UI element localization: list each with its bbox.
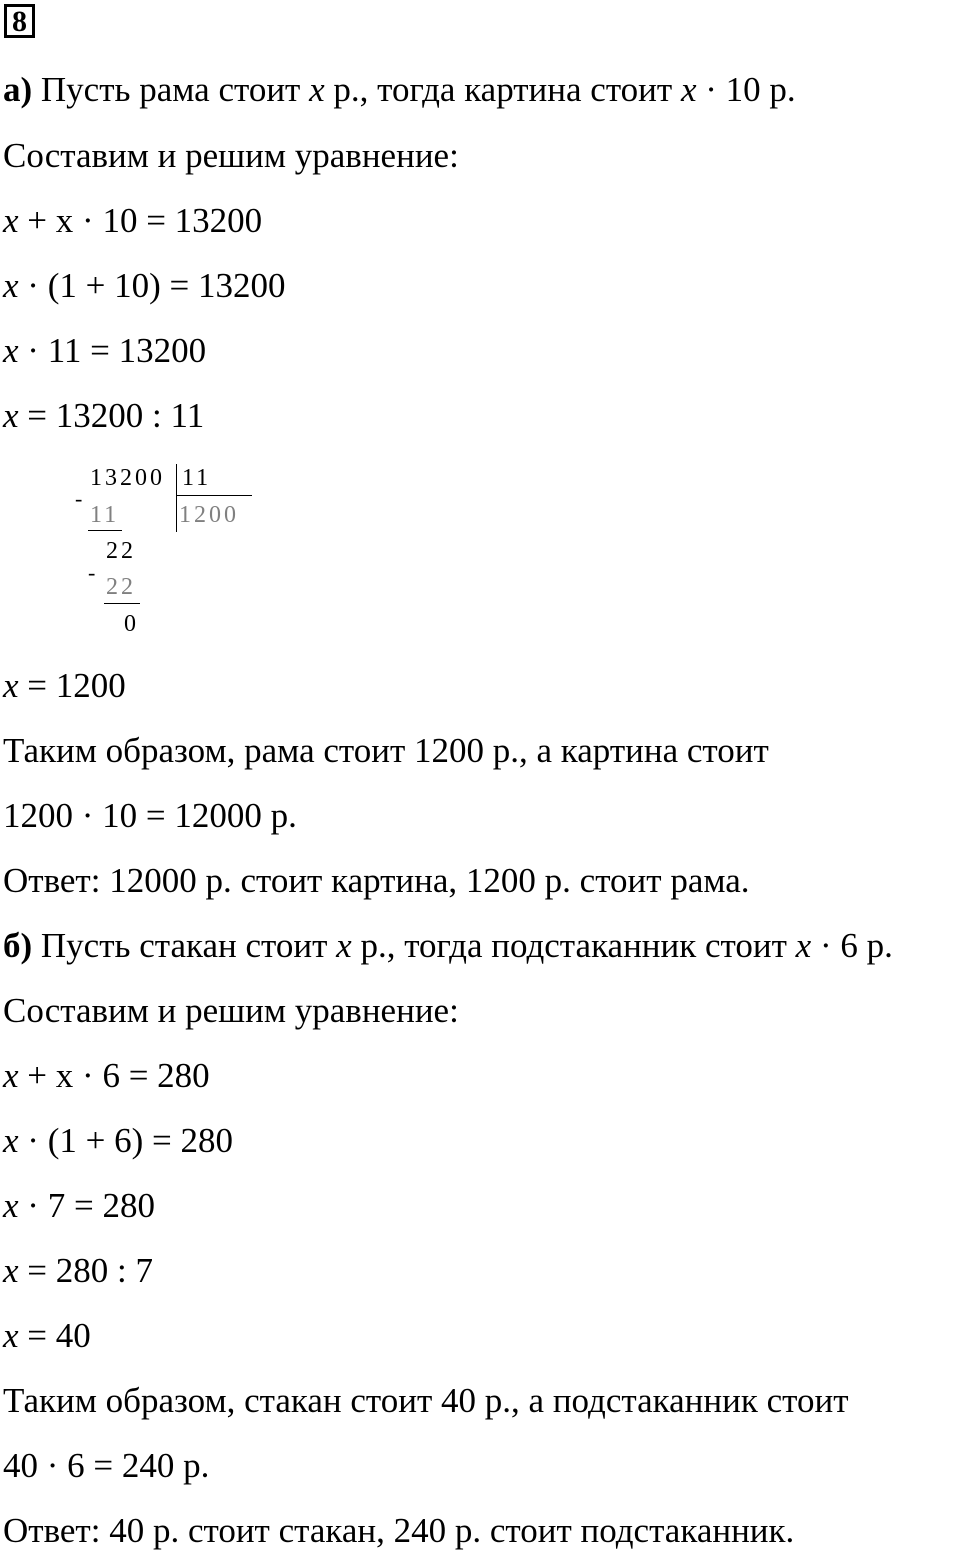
part-a-equation-4	[3, 396, 204, 436]
part-a-intro-text-1: Пусть рама стоит	[32, 70, 310, 109]
equation-text: + x · 10 = 13200	[18, 201, 263, 240]
part-b-conclusion-1: Таким образом, стакан стоит 40 р., а подстаканник стоит	[3, 1381, 849, 1420]
part-b-intro-text-3: · 6 р.	[811, 926, 893, 965]
part-a-intro	[3, 70, 796, 110]
part-b-intro	[3, 926, 893, 966]
long-division	[70, 460, 270, 645]
variable-x: x	[680, 70, 697, 109]
equation-text: = 13200 : 11	[18, 396, 205, 435]
equation-text: · 7 = 280	[18, 1186, 155, 1225]
part-a-intro-text-2: р., тогда картина стоит	[324, 70, 681, 109]
variable-x: x	[3, 1186, 19, 1225]
part-a-conclusion-1: Таким образом, рама стоит 1200 р., а картина стоит	[3, 731, 769, 770]
part-a-equation-3	[3, 331, 206, 371]
equation-text: + x · 6 = 280	[18, 1056, 210, 1095]
variable-x: x	[336, 926, 352, 965]
equation-text: = 1200	[18, 666, 126, 705]
division-underline-2	[104, 603, 140, 604]
part-b-setup: Составим и решим уравнение:	[3, 991, 459, 1030]
division-remainder-step: 22	[106, 538, 136, 564]
part-a-equation-1	[3, 201, 262, 241]
task-number-badge: 8	[4, 4, 35, 38]
division-final-remainder: 0	[124, 611, 139, 637]
part-a-marker: а)	[3, 70, 33, 109]
part-b-equation-5	[3, 1316, 91, 1356]
variable-x: x	[3, 666, 19, 705]
variable-x: x	[3, 1316, 19, 1355]
part-a-setup: Составим и решим уравнение:	[3, 136, 459, 175]
part-b-equation-1	[3, 1056, 210, 1096]
minus-sign: -	[75, 486, 86, 511]
variable-x: x	[3, 331, 19, 370]
division-quotient-bar	[176, 495, 252, 496]
variable-x: x	[3, 1121, 19, 1160]
part-a-conclusion-2: 1200 · 10 = 12000 р.	[3, 796, 297, 835]
part-b-equation-4	[3, 1251, 153, 1291]
equation-text: = 40	[18, 1316, 91, 1355]
variable-x: x	[309, 70, 325, 109]
variable-x: x	[3, 396, 19, 435]
part-b-equation-3	[3, 1186, 155, 1226]
variable-x: x	[3, 266, 19, 305]
division-underline-1	[88, 530, 122, 531]
variable-x: x	[3, 201, 19, 240]
variable-x: x	[795, 926, 812, 965]
division-vertical-bar	[176, 464, 177, 532]
part-a-equation-2	[3, 266, 286, 306]
part-a-answer: Ответ: 12000 р. стоит картина, 1200 р. стоит рама.	[3, 861, 750, 900]
part-b-intro-text-2: р., тогда подстаканник стоит	[351, 926, 796, 965]
equation-text: · 11 = 13200	[18, 331, 207, 370]
variable-x: x	[3, 1056, 19, 1095]
part-b-equation-2	[3, 1121, 233, 1161]
part-b-answer: Ответ: 40 р. стоит стакан, 240 р. стоит подстаканник.	[3, 1511, 795, 1550]
part-a-equation-5	[3, 666, 126, 706]
division-subtract-1: 11	[90, 502, 120, 528]
equation-text: · (1 + 6) = 280	[18, 1121, 233, 1160]
part-b-marker: б)	[3, 926, 33, 965]
division-divisor: 11	[182, 465, 212, 491]
variable-x: x	[3, 1251, 19, 1290]
part-a-intro-text-3: · 10 р.	[696, 70, 796, 109]
part-b-conclusion-2: 40 · 6 = 240 р.	[3, 1446, 210, 1485]
division-dividend: 13200	[90, 465, 165, 491]
part-b-intro-text-1: Пусть стакан стоит	[32, 926, 337, 965]
equation-text: · (1 + 10) = 13200	[18, 266, 286, 305]
division-quotient: 1200	[179, 502, 239, 528]
minus-sign: -	[88, 560, 99, 585]
equation-text: = 280 : 7	[18, 1251, 154, 1290]
division-subtract-2: 22	[106, 574, 136, 600]
